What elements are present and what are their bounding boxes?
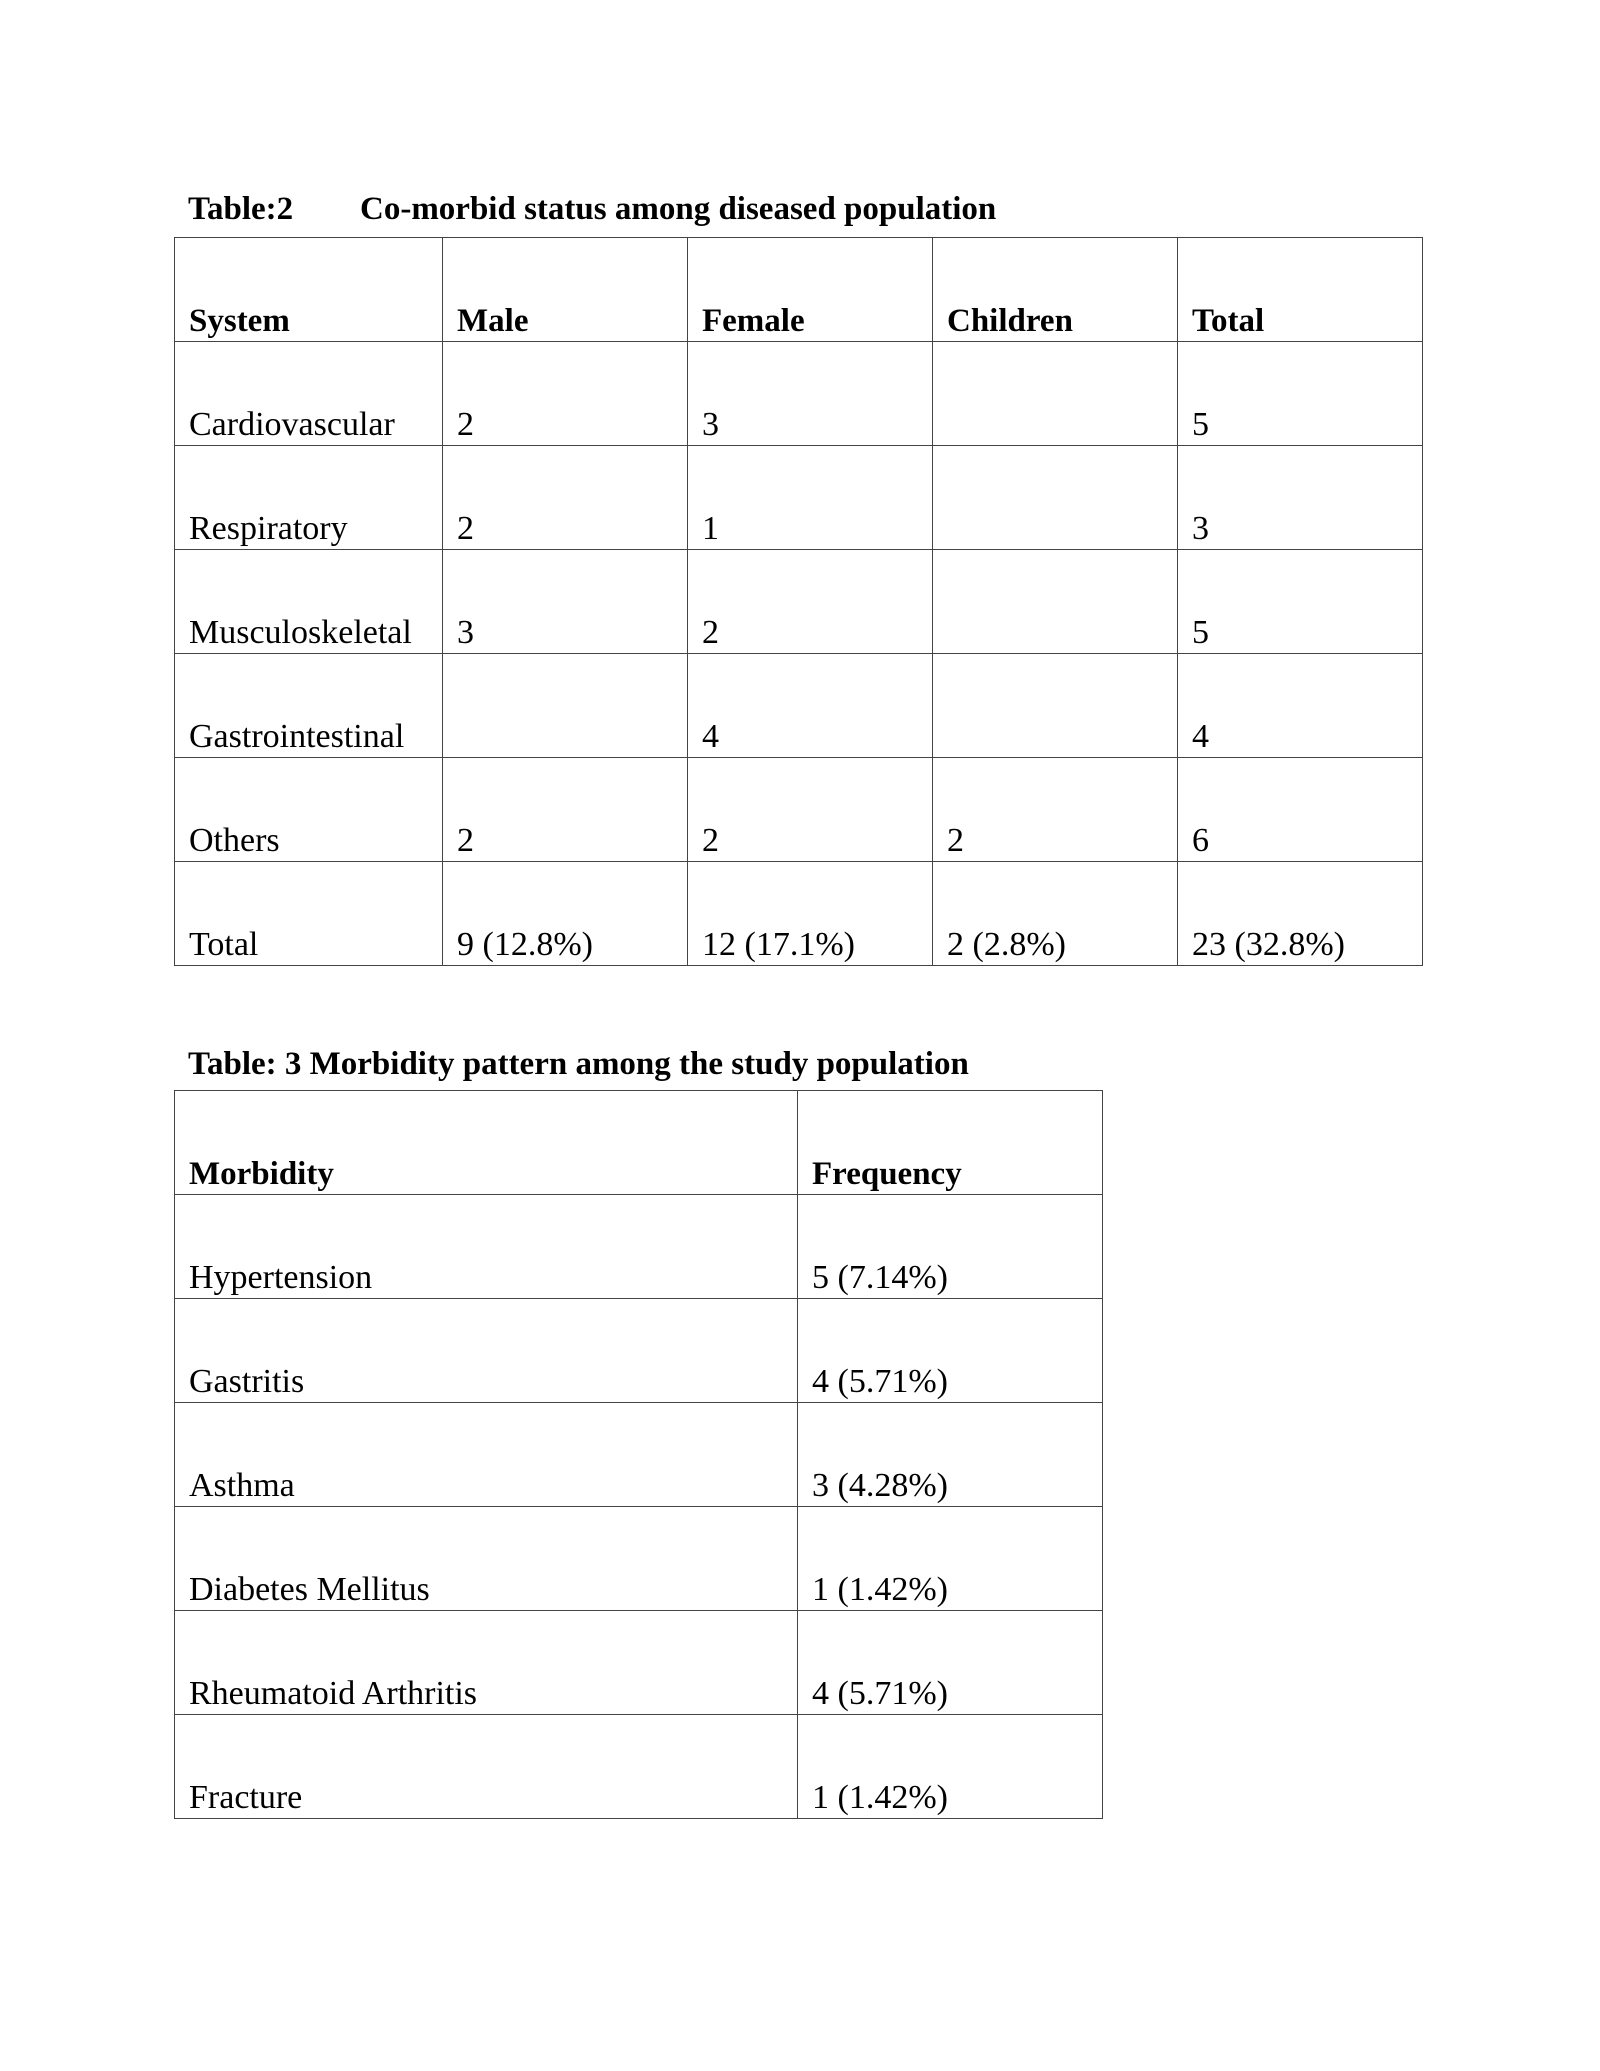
table-row [175, 1403, 1103, 1507]
cell-female: 2 [688, 550, 933, 654]
cell-total: 5 [1178, 550, 1423, 654]
table-row [175, 342, 1423, 446]
cell-system: Others [175, 758, 443, 862]
cell-system: Total [175, 862, 443, 966]
cell-children: 2 [933, 758, 1178, 862]
table-2-number: Table:2 [188, 191, 294, 227]
cell-male: 3 [443, 550, 688, 654]
cell-morbidity: Gastritis [175, 1299, 798, 1403]
cell-system: Gastrointestinal [175, 654, 443, 758]
cell-frequency: 1 (1.42%) [798, 1715, 1103, 1819]
table-row [175, 1715, 1103, 1819]
cell-total: 3 [1178, 446, 1423, 550]
cell-total: 5 [1178, 342, 1423, 446]
header-children: Children [933, 238, 1178, 342]
header-morbidity: Morbidity [175, 1091, 798, 1195]
cell-morbidity: Diabetes Mellitus [175, 1507, 798, 1611]
cell-morbidity: Hypertension [175, 1195, 798, 1299]
table-header-row [175, 238, 1423, 342]
table-row [175, 550, 1423, 654]
header-system: System [175, 238, 443, 342]
cell-female: 3 [688, 342, 933, 446]
table-row [175, 1507, 1103, 1611]
table-2-title: Co-morbid status among diseased population [360, 191, 997, 227]
table-row [175, 1299, 1103, 1403]
cell-male: 2 [443, 446, 688, 550]
table-row [175, 1195, 1103, 1299]
table-total-row [175, 862, 1423, 966]
cell-morbidity: Fracture [175, 1715, 798, 1819]
cell-frequency: 1 (1.42%) [798, 1507, 1103, 1611]
cell-system: Cardiovascular [175, 342, 443, 446]
cell-frequency: 5 (7.14%) [798, 1195, 1103, 1299]
cell-frequency: 3 (4.28%) [798, 1403, 1103, 1507]
cell-total: 23 (32.8%) [1178, 862, 1423, 966]
morbidity-pattern-table [174, 1090, 1103, 1819]
table-2-caption [188, 193, 996, 226]
cell-male: 2 [443, 342, 688, 446]
cell-female: 2 [688, 758, 933, 862]
table-row [175, 446, 1423, 550]
cell-children [933, 550, 1178, 654]
table-row [175, 1611, 1103, 1715]
comorbid-status-table [174, 237, 1423, 966]
header-female: Female [688, 238, 933, 342]
cell-frequency: 4 (5.71%) [798, 1299, 1103, 1403]
header-frequency: Frequency [798, 1091, 1103, 1195]
table-header-row [175, 1091, 1103, 1195]
header-male: Male [443, 238, 688, 342]
table-row [175, 758, 1423, 862]
cell-total: 6 [1178, 758, 1423, 862]
cell-total: 4 [1178, 654, 1423, 758]
header-total: Total [1178, 238, 1423, 342]
cell-children: 2 (2.8%) [933, 862, 1178, 966]
cell-children [933, 446, 1178, 550]
cell-male: 2 [443, 758, 688, 862]
cell-male: 9 (12.8%) [443, 862, 688, 966]
table-3-caption: Table: 3 Morbidity pattern among the study population [188, 1046, 969, 1082]
cell-children [933, 342, 1178, 446]
cell-morbidity: Asthma [175, 1403, 798, 1507]
cell-female: 12 (17.1%) [688, 862, 933, 966]
cell-system: Musculoskeletal [175, 550, 443, 654]
cell-female: 1 [688, 446, 933, 550]
cell-female: 4 [688, 654, 933, 758]
cell-morbidity: Rheumatoid Arthritis [175, 1611, 798, 1715]
cell-male [443, 654, 688, 758]
table-row [175, 654, 1423, 758]
cell-frequency: 4 (5.71%) [798, 1611, 1103, 1715]
cell-children [933, 654, 1178, 758]
cell-system: Respiratory [175, 446, 443, 550]
